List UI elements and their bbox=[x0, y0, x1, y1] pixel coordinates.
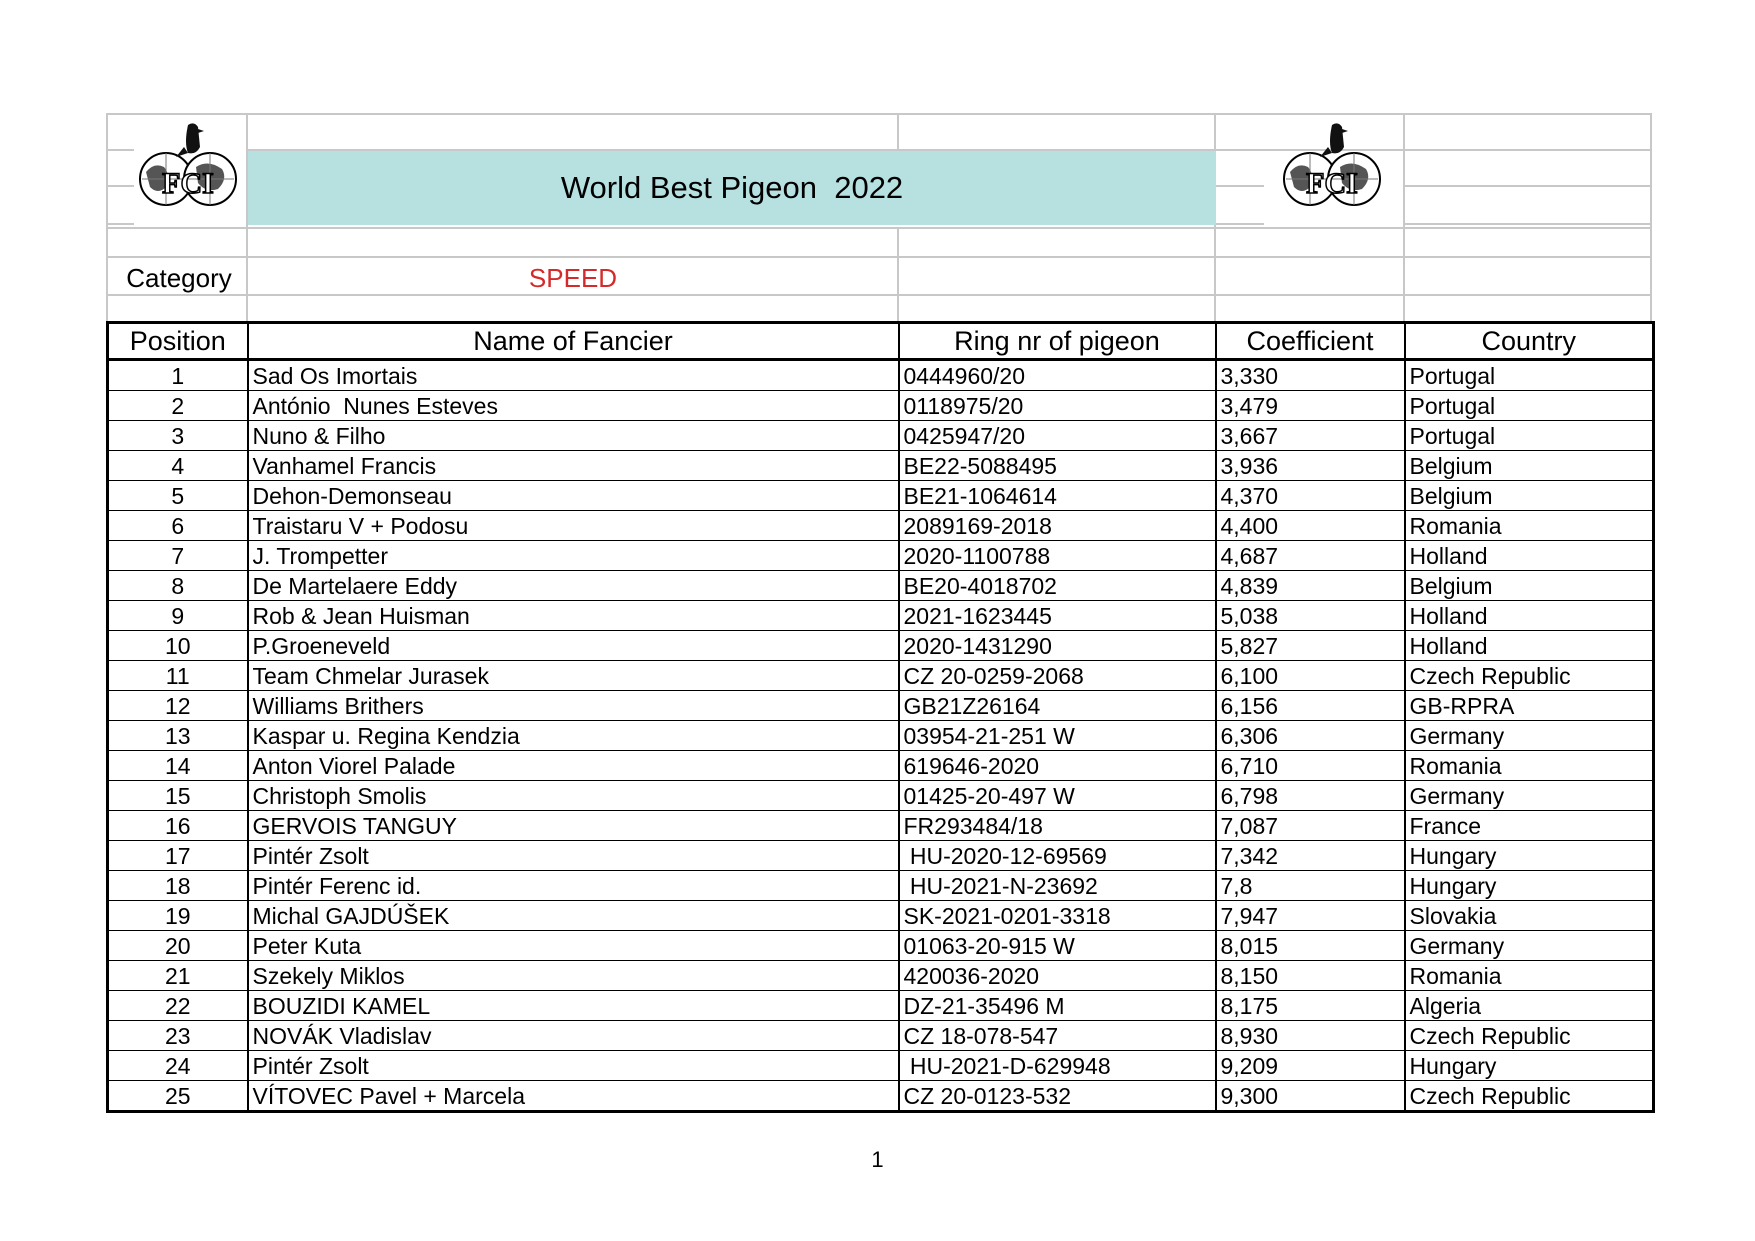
cell-fancier-name: NOVÁK Vladislav bbox=[248, 1021, 899, 1051]
table-row bbox=[108, 751, 1654, 781]
cell-fancier-name: Nuno & Filho bbox=[248, 421, 899, 451]
cell-ring-number: 01063-20-915 W bbox=[899, 931, 1216, 961]
cell-fancier-name: Kaspar u. Regina Kendzia bbox=[248, 721, 899, 751]
cell-fancier-name: Pintér Zsolt bbox=[248, 841, 899, 871]
cell-fancier-name: Pintér Ferenc id. bbox=[248, 871, 899, 901]
table-row bbox=[108, 991, 1654, 1021]
cell-fancier-name: Team Chmelar Jurasek bbox=[248, 661, 899, 691]
table-row bbox=[108, 931, 1654, 961]
cell-coefficient: 4,370 bbox=[1216, 481, 1405, 511]
cell-country: Portugal bbox=[1405, 391, 1654, 421]
column-header-name: Name of Fancier bbox=[248, 323, 899, 360]
cell-country: Hungary bbox=[1405, 841, 1654, 871]
cell-coefficient: 8,930 bbox=[1216, 1021, 1405, 1051]
cell-coefficient: 7,342 bbox=[1216, 841, 1405, 871]
cell-coefficient: 6,100 bbox=[1216, 661, 1405, 691]
cell-fancier-name: Christoph Smolis bbox=[248, 781, 899, 811]
cell-position: 12 bbox=[108, 691, 248, 721]
cell-fancier-name: Sad Os Imortais bbox=[248, 360, 899, 391]
title-band bbox=[248, 151, 1216, 225]
table-row bbox=[108, 631, 1654, 661]
cell-ring-number: 619646-2020 bbox=[899, 751, 1216, 781]
cell-coefficient: 6,710 bbox=[1216, 751, 1405, 781]
cell-country: Romania bbox=[1405, 961, 1654, 991]
cell-ring-number: BE20-4018702 bbox=[899, 571, 1216, 601]
table-row bbox=[108, 571, 1654, 601]
cell-ring-number: 01425-20-497 W bbox=[899, 781, 1216, 811]
cell-fancier-name: Michal GAJDÚŠEK bbox=[248, 901, 899, 931]
category-value: SPEED bbox=[528, 262, 618, 293]
cell-position: 24 bbox=[108, 1051, 248, 1081]
table-row bbox=[108, 661, 1654, 691]
cell-country: Belgium bbox=[1405, 451, 1654, 481]
cell-position: 1 bbox=[108, 360, 248, 391]
table-row bbox=[108, 811, 1654, 841]
table-row bbox=[108, 721, 1654, 751]
cell-coefficient: 6,798 bbox=[1216, 781, 1405, 811]
cell-fancier-name: António Nunes Esteves bbox=[248, 391, 899, 421]
cell-fancier-name: J. Trompetter bbox=[248, 541, 899, 571]
results-sheet bbox=[106, 113, 1652, 1113]
cell-ring-number: BE21-1064614 bbox=[899, 481, 1216, 511]
cell-country: Portugal bbox=[1405, 421, 1654, 451]
table-row bbox=[108, 841, 1654, 871]
table-row bbox=[108, 601, 1654, 631]
cell-fancier-name: Szekely Miklos bbox=[248, 961, 899, 991]
cell-country: Czech Republic bbox=[1405, 1081, 1654, 1112]
cell-coefficient: 3,667 bbox=[1216, 421, 1405, 451]
cell-position: 11 bbox=[108, 661, 248, 691]
cell-fancier-name: Peter Kuta bbox=[248, 931, 899, 961]
cell-position: 8 bbox=[108, 571, 248, 601]
cell-position: 14 bbox=[108, 751, 248, 781]
cell-ring-number: HU-2020-12-69569 bbox=[899, 841, 1216, 871]
cell-position: 10 bbox=[108, 631, 248, 661]
cell-coefficient: 7,8 bbox=[1216, 871, 1405, 901]
cell-country: Romania bbox=[1405, 511, 1654, 541]
cell-position: 19 bbox=[108, 901, 248, 931]
cell-position: 13 bbox=[108, 721, 248, 751]
table-row bbox=[108, 691, 1654, 721]
table-row bbox=[108, 451, 1654, 481]
cell-coefficient: 6,306 bbox=[1216, 721, 1405, 751]
cell-ring-number: CZ 20-0259-2068 bbox=[899, 661, 1216, 691]
cell-position: 20 bbox=[108, 931, 248, 961]
column-header-country: Country bbox=[1405, 323, 1654, 360]
table-header-row bbox=[108, 323, 1654, 360]
cell-coefficient: 4,400 bbox=[1216, 511, 1405, 541]
cell-coefficient: 7,947 bbox=[1216, 901, 1405, 931]
cell-country: Hungary bbox=[1405, 871, 1654, 901]
cell-coefficient: 9,300 bbox=[1216, 1081, 1405, 1112]
cell-country: Czech Republic bbox=[1405, 661, 1654, 691]
cell-ring-number: SK-2021-0201-3318 bbox=[899, 901, 1216, 931]
cell-coefficient: 4,687 bbox=[1216, 541, 1405, 571]
cell-ring-number: 03954-21-251 W bbox=[899, 721, 1216, 751]
cell-ring-number: 0425947/20 bbox=[899, 421, 1216, 451]
cell-position: 4 bbox=[108, 451, 248, 481]
cell-country: Germany bbox=[1405, 721, 1654, 751]
table-row bbox=[108, 481, 1654, 511]
cell-ring-number: 420036-2020 bbox=[899, 961, 1216, 991]
cell-ring-number: HU-2021-D-629948 bbox=[899, 1051, 1216, 1081]
table-row bbox=[108, 781, 1654, 811]
logo-lettering: FCI bbox=[1306, 167, 1358, 200]
cell-fancier-name: Williams Brithers bbox=[248, 691, 899, 721]
cell-coefficient: 5,038 bbox=[1216, 601, 1405, 631]
table-row bbox=[108, 421, 1654, 451]
cell-coefficient: 5,827 bbox=[1216, 631, 1405, 661]
cell-ring-number: 0118975/20 bbox=[899, 391, 1216, 421]
cell-country: Algeria bbox=[1405, 991, 1654, 1021]
results-table bbox=[106, 321, 1655, 1113]
cell-ring-number: 2020-1431290 bbox=[899, 631, 1216, 661]
cell-position: 9 bbox=[108, 601, 248, 631]
cell-country: Holland bbox=[1405, 601, 1654, 631]
cell-ring-number: GB21Z26164 bbox=[899, 691, 1216, 721]
cell-position: 16 bbox=[108, 811, 248, 841]
cell-position: 21 bbox=[108, 961, 248, 991]
table-row bbox=[108, 511, 1654, 541]
table-row bbox=[108, 1051, 1654, 1081]
cell-fancier-name: VÍTOVEC Pavel + Marcela bbox=[248, 1081, 899, 1112]
results-body bbox=[108, 360, 1654, 1112]
table-row bbox=[108, 901, 1654, 931]
fci-logo-left bbox=[136, 117, 240, 221]
cell-country: Belgium bbox=[1405, 481, 1654, 511]
page-number: 1 bbox=[871, 1147, 884, 1172]
cell-coefficient: 4,839 bbox=[1216, 571, 1405, 601]
cell-fancier-name: GERVOIS TANGUY bbox=[248, 811, 899, 841]
table-row bbox=[108, 871, 1654, 901]
cell-country: Romania bbox=[1405, 751, 1654, 781]
cell-fancier-name: P.Groeneveld bbox=[248, 631, 899, 661]
column-header-position: Position bbox=[108, 323, 248, 360]
cell-position: 15 bbox=[108, 781, 248, 811]
cell-coefficient: 8,015 bbox=[1216, 931, 1405, 961]
cell-ring-number: 0444960/20 bbox=[899, 360, 1216, 391]
cell-fancier-name: Rob & Jean Huisman bbox=[248, 601, 899, 631]
table-row bbox=[108, 360, 1654, 391]
table-row bbox=[108, 961, 1654, 991]
cell-ring-number: 2020-1100788 bbox=[899, 541, 1216, 571]
cell-position: 6 bbox=[108, 511, 248, 541]
cell-ring-number: CZ 20-0123-532 bbox=[899, 1081, 1216, 1112]
cell-position: 3 bbox=[108, 421, 248, 451]
cell-ring-number: HU-2021-N-23692 bbox=[899, 871, 1216, 901]
cell-country: Germany bbox=[1405, 931, 1654, 961]
cell-fancier-name: Pintér Zsolt bbox=[248, 1051, 899, 1081]
cell-fancier-name: Dehon-Demonseau bbox=[248, 481, 899, 511]
cell-country: Portugal bbox=[1405, 360, 1654, 391]
cell-country: GB-RPRA bbox=[1405, 691, 1654, 721]
table-row bbox=[108, 1021, 1654, 1051]
cell-country: Belgium bbox=[1405, 571, 1654, 601]
cell-position: 18 bbox=[108, 871, 248, 901]
cell-country: France bbox=[1405, 811, 1654, 841]
header-grid bbox=[106, 113, 1652, 321]
cell-coefficient: 3,330 bbox=[1216, 360, 1405, 391]
cell-coefficient: 6,156 bbox=[1216, 691, 1405, 721]
cell-ring-number: FR293484/18 bbox=[899, 811, 1216, 841]
cell-country: Germany bbox=[1405, 781, 1654, 811]
cell-ring-number: 2089169-2018 bbox=[899, 511, 1216, 541]
cell-coefficient: 7,087 bbox=[1216, 811, 1405, 841]
cell-position: 5 bbox=[108, 481, 248, 511]
cell-country: Hungary bbox=[1405, 1051, 1654, 1081]
cell-position: 22 bbox=[108, 991, 248, 1021]
cell-position: 7 bbox=[108, 541, 248, 571]
cell-coefficient: 8,150 bbox=[1216, 961, 1405, 991]
cell-fancier-name: De Martelaere Eddy bbox=[248, 571, 899, 601]
cell-country: Czech Republic bbox=[1405, 1021, 1654, 1051]
cell-coefficient: 3,936 bbox=[1216, 451, 1405, 481]
cell-fancier-name: Traistaru V + Podosu bbox=[248, 511, 899, 541]
cell-ring-number: BE22-5088495 bbox=[899, 451, 1216, 481]
cell-fancier-name: Vanhamel Francis bbox=[248, 451, 899, 481]
cell-ring-number: CZ 18-078-547 bbox=[899, 1021, 1216, 1051]
cell-coefficient: 9,209 bbox=[1216, 1051, 1405, 1081]
column-header-ring: Ring nr of pigeon bbox=[899, 323, 1216, 360]
cell-position: 2 bbox=[108, 391, 248, 421]
cell-ring-number: DZ-21-35496 M bbox=[899, 991, 1216, 1021]
logo-lettering: FCI bbox=[162, 167, 214, 200]
table-row bbox=[108, 1081, 1654, 1112]
cell-country: Slovakia bbox=[1405, 901, 1654, 931]
cell-fancier-name: BOUZIDI KAMEL bbox=[248, 991, 899, 1021]
cell-ring-number: 2021-1623445 bbox=[899, 601, 1216, 631]
fci-logo-right bbox=[1280, 117, 1384, 221]
page-title: World Best Pigeon 2022 bbox=[560, 170, 904, 205]
cell-coefficient: 3,479 bbox=[1216, 391, 1405, 421]
cell-country: Holland bbox=[1405, 631, 1654, 661]
category-label: Category bbox=[126, 262, 232, 293]
cell-position: 17 bbox=[108, 841, 248, 871]
cell-position: 25 bbox=[108, 1081, 248, 1112]
column-header-coefficient: Coefficient bbox=[1216, 323, 1405, 360]
table-row bbox=[108, 541, 1654, 571]
cell-country: Holland bbox=[1405, 541, 1654, 571]
cell-position: 23 bbox=[108, 1021, 248, 1051]
cell-coefficient: 8,175 bbox=[1216, 991, 1405, 1021]
cell-fancier-name: Anton Viorel Palade bbox=[248, 751, 899, 781]
table-row bbox=[108, 391, 1654, 421]
